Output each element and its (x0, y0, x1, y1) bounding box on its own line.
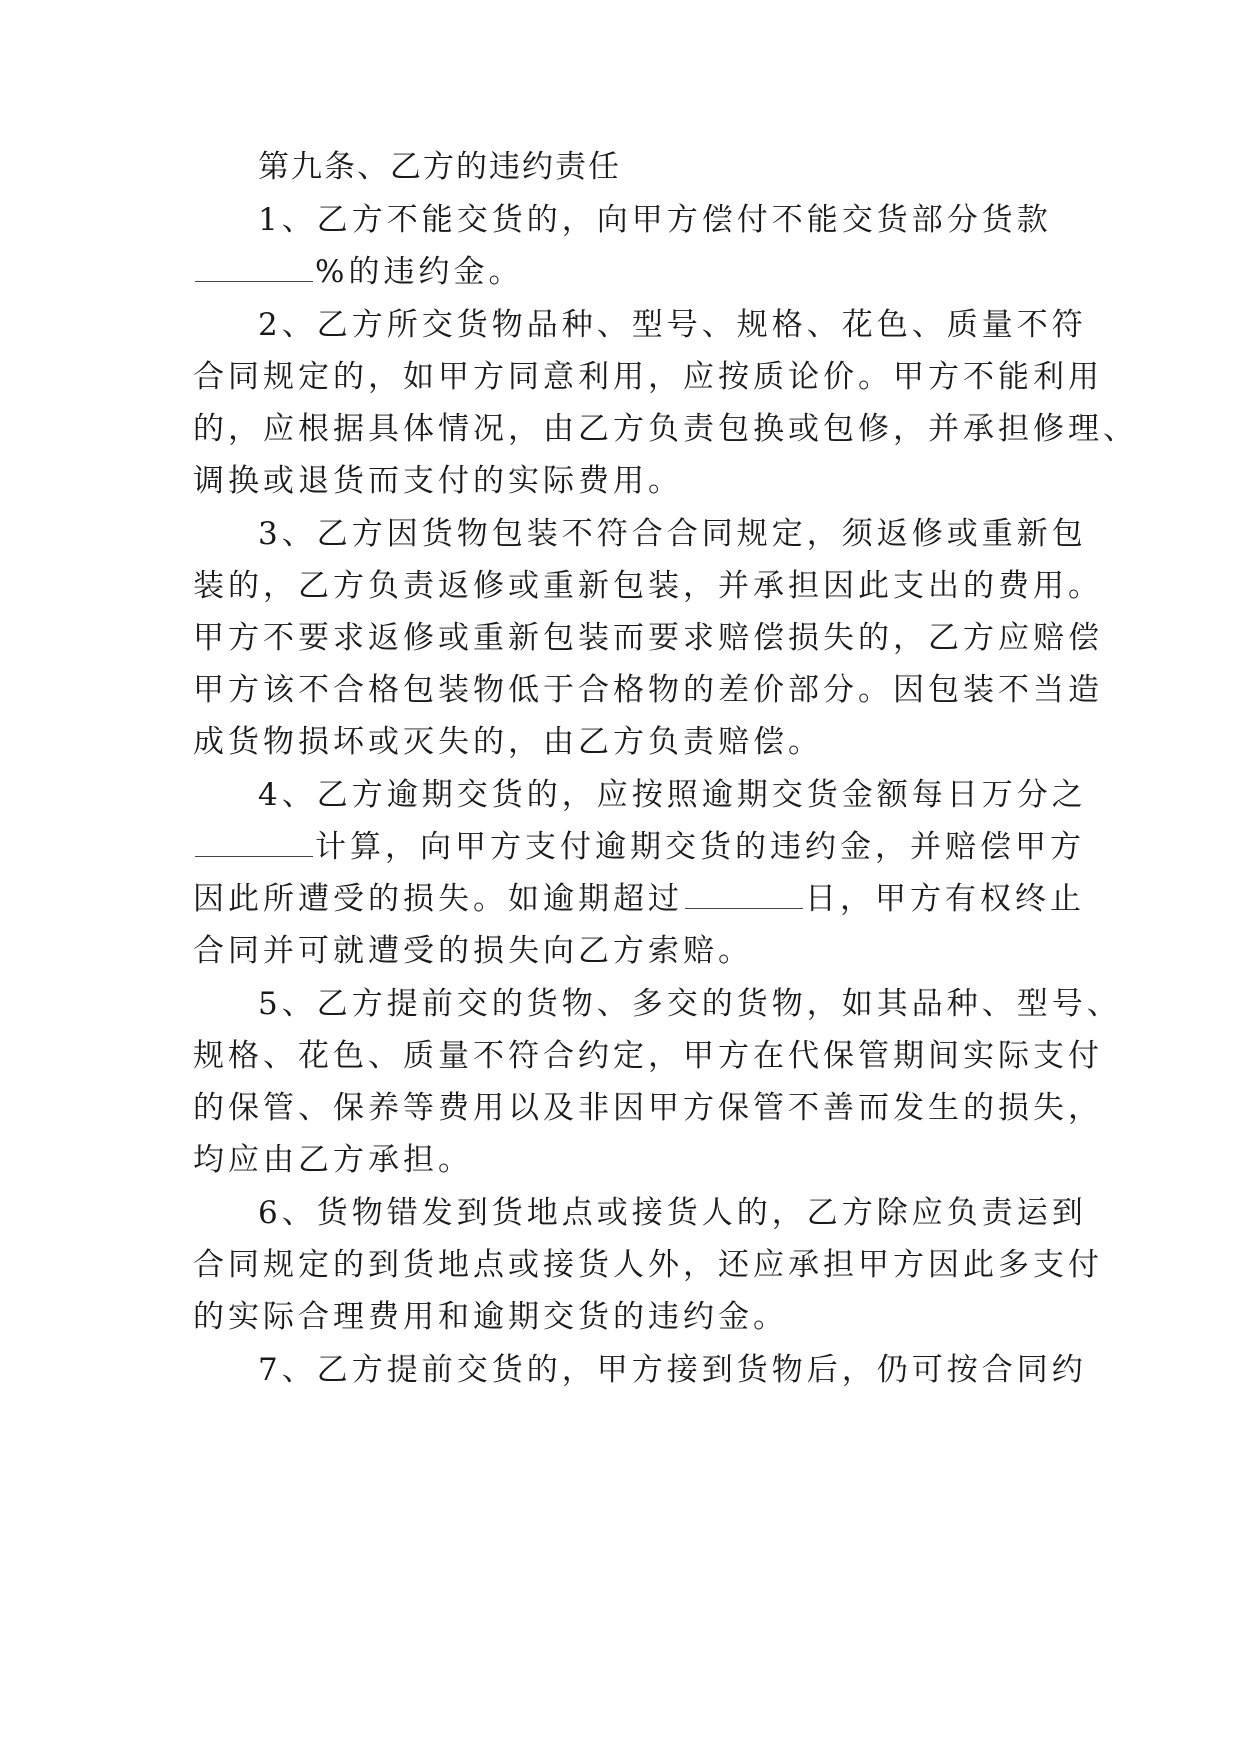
clause-2-line-3: 的，应根据具体情况，由乙方负责包换或包修，并承担修理、 (193, 411, 1138, 447)
clause-5-line-3: 的保管、保养等费用以及非因甲方保管不善而发生的损失， (193, 1090, 1103, 1126)
clause-6-line-2: 合同规定的到货地点或接货人外，还应承担甲方因此多支付 (193, 1247, 1103, 1283)
clause-3-line-2: 装的，乙方负责返修或重新包装，并承担因此支出的费用。 (193, 568, 1103, 604)
clause-2-line-4: 调换或退货而支付的实际费用。 (193, 463, 683, 499)
clause-1-line-2 (193, 250, 1073, 294)
clause-1-line-1: 1、乙方不能交货的，向甲方偿付不能交货部分货款 (258, 202, 1052, 238)
clause-4-line-1: 4、乙方逾期交货的，应按照逾期交货金额每日万分之 (258, 777, 1087, 813)
blank-field (685, 878, 803, 909)
clause-4-line-3-text-a: 因此所遭受的损失。如逾期超过 (193, 881, 683, 917)
clause-7-line-1: 7、乙方提前交货的，甲方接到货物后，仍可按合同约 (258, 1352, 1087, 1388)
clause-3-line-4: 甲方该不合格包装物低于合格物的差价部分。因包装不当造 (193, 672, 1103, 708)
clause-4-line-3-text-b: 日，甲方有权终止 (805, 881, 1085, 917)
clause-4-line-2 (193, 825, 1085, 869)
clause-6-line-1: 6、货物错发到货地点或接货人的，乙方除应负责运到 (258, 1195, 1087, 1231)
clause-2-line-2: 合同规定的，如甲方同意利用，应按质论价。甲方不能利用 (193, 359, 1103, 395)
clause-3-line-1: 3、乙方因货物包装不符合合同规定，须返修或重新包 (258, 516, 1087, 552)
clause-4-line-4: 合同并可就遭受的损失向乙方索赔。 (193, 933, 753, 969)
clause-4-line-2-text: 计算，向甲方支付逾期交货的违约金，并赔偿甲方 (315, 829, 1085, 865)
clause-2-line-1: 2、乙方所交货物品种、型号、规格、花色、质量不符 (258, 307, 1087, 343)
clause-5-line-4: 均应由乙方承担。 (193, 1142, 473, 1178)
section-heading: 第九条、乙方的违约责任 (258, 149, 621, 185)
clause-4-line-3 (193, 877, 1085, 921)
clause-5-line-2: 规格、花色、质量不符合约定，甲方在代保管期间实际支付 (193, 1038, 1103, 1074)
clause-6-line-3: 的实际合理费用和逾期交货的违约金。 (193, 1299, 788, 1335)
clause-3-line-3: 甲方不要求返修或重新包装而要求赔偿损失的，乙方应赔偿 (193, 620, 1103, 656)
clause-3-line-5: 成货物损坏或灭失的，由乙方负责赔偿。 (193, 724, 823, 760)
blank-field (195, 251, 313, 282)
clause-5-line-1: 5、乙方提前交的货物、多交的货物，如其品种、型号、 (258, 986, 1122, 1022)
clause-1-line-2-text: %的违约金。 (315, 254, 524, 290)
blank-field (195, 826, 313, 857)
